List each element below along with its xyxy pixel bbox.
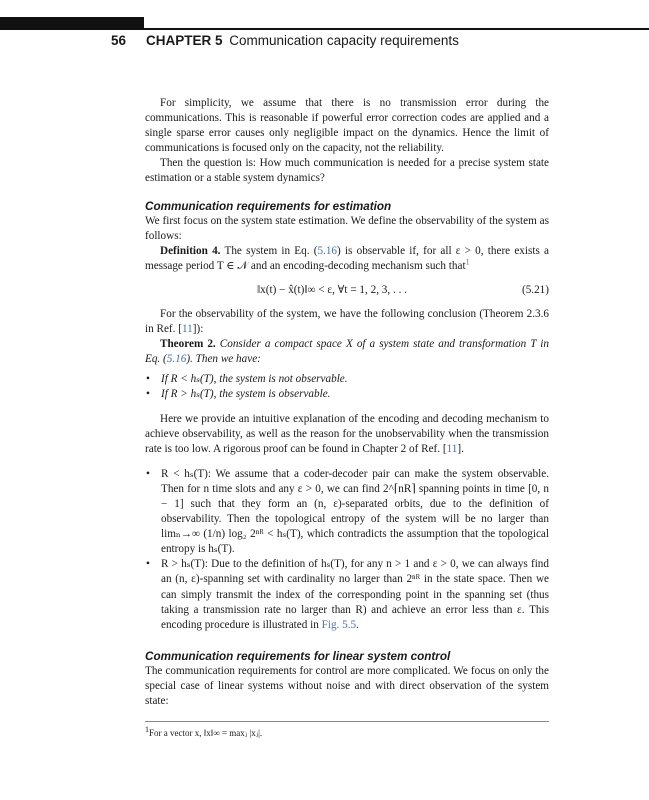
- case-list: [145, 467, 549, 633]
- equation-5-21: [145, 283, 549, 298]
- chapter-title: [146, 33, 459, 48]
- list-item: • If R > hₛ(T), the system is observable.: [145, 387, 549, 402]
- theorem: Theorem 2. Consider a compact space X of a system state and transformation T in Eq. (5.16). Then we have:: [145, 338, 550, 366]
- header-rule: [0, 28, 649, 30]
- equation-link[interactable]: 5.16: [166, 353, 187, 366]
- footnote: [145, 727, 549, 739]
- paragraph: For the observability of the system, we have the following conclusion (Theorem 2.3.6 in Ref. [11]):: [145, 307, 549, 336]
- definition: Definition 4. The system in Eq. (5.16) is observable if, for all ε > 0, there exists a message period T ∈ 𝒩 and an encoding-decoding mechanism such that$^1$: [145, 244, 549, 272]
- chapter-name: Communication capacity requirements: [229, 33, 459, 48]
- equation-link[interactable]: 5.16: [317, 244, 338, 257]
- reference-link[interactable]: 11: [181, 323, 193, 336]
- footnote-link[interactable]: 1: [465, 257, 470, 267]
- figure-link[interactable]: Fig. 5.5: [321, 618, 357, 631]
- theorem-label: Theorem 2.: [160, 338, 216, 351]
- page-number: 56: [110, 33, 126, 48]
- running-header: [0, 33, 649, 53]
- list-item: • R < hₛ(T): We assume that a coder-decoder pair can make the system observable. Then for n time slots and any ε > 0, we can find 2^⌈nR⌉ spanning points in time [0, n − 1] such that they form an (n, ε)-separated orbits, due to the definition of observability. Then the topological entropy of the system will be no larger than limₙ→∞ (1/n) log₂ 2ⁿᴿ < hₛ(T), which contradicts the assumption that the topological entropy is hₛ(T).: [145, 467, 549, 558]
- chapter-label: CHAPTER 5: [146, 33, 223, 48]
- footnote-mark: 1: [145, 725, 149, 734]
- paragraph: We first focus on the system state estimation. We define the observability of the system as follows:: [145, 214, 549, 242]
- reference-link[interactable]: 11: [446, 442, 458, 455]
- paragraph: Then the question is: How much communication is needed for a precise system state estimation or a stable system dynamics?: [145, 157, 549, 185]
- definition-label: Definition 4.: [160, 244, 221, 257]
- footnote-rule: [145, 721, 549, 722]
- theorem-list: [145, 372, 549, 402]
- list-item: • If R < hₛ(T), the system is not observable.: [145, 372, 549, 387]
- paragraph: For simplicity, we assume that there is no transmission error during the communications. This is reasonable if powerful error correction codes are applied and a single sparse error causes only negligible impact on the dynamics. Hence the limit of communications is focused only on the capacity, not the reliability.: [145, 97, 549, 155]
- equation-body: ‖x(t) − x̂(t)‖∞ < ε, ∀t = 1, 2, 3, . . .: [257, 283, 407, 296]
- list-item: • R > hₛ(T): Due to the definition of hₛ(T), for any n > 1 and ε > 0, we can always find an (n, ε)-spanning set with cardinality no larger than 2ⁿᴿ in the state space. Then we can simply transmit the index of the corresponding point in the spanning set (thus taking a transmission rate no larger than R) and achieve an error less than ε. This encoding procedure is illustrated in Fig. 5.5.: [145, 557, 549, 632]
- section-heading-estimation: Communication requirements for estimation: [145, 199, 392, 213]
- paragraph: The communication requirements for control are more complicated. We focus on only the special case of linear systems without noise and with direct observation of the system state:: [145, 664, 549, 707]
- section-heading-control: Communication requirements for linear system control: [145, 649, 451, 663]
- equation-number: (5.21): [521, 283, 549, 296]
- paragraph: Here we provide an intuitive explanation of the encoding and decoding mechanism to achieve observability, as well as the reason for the unobservability when the transmission rate is too low. A rigorous proof can be found in Chapter 2 of Ref. [11].: [145, 412, 549, 455]
- page-body: [145, 96, 549, 709]
- footnote-text: For a vector x, ‖x‖∞ = maxⱼ |xⱼ|.: [149, 728, 263, 738]
